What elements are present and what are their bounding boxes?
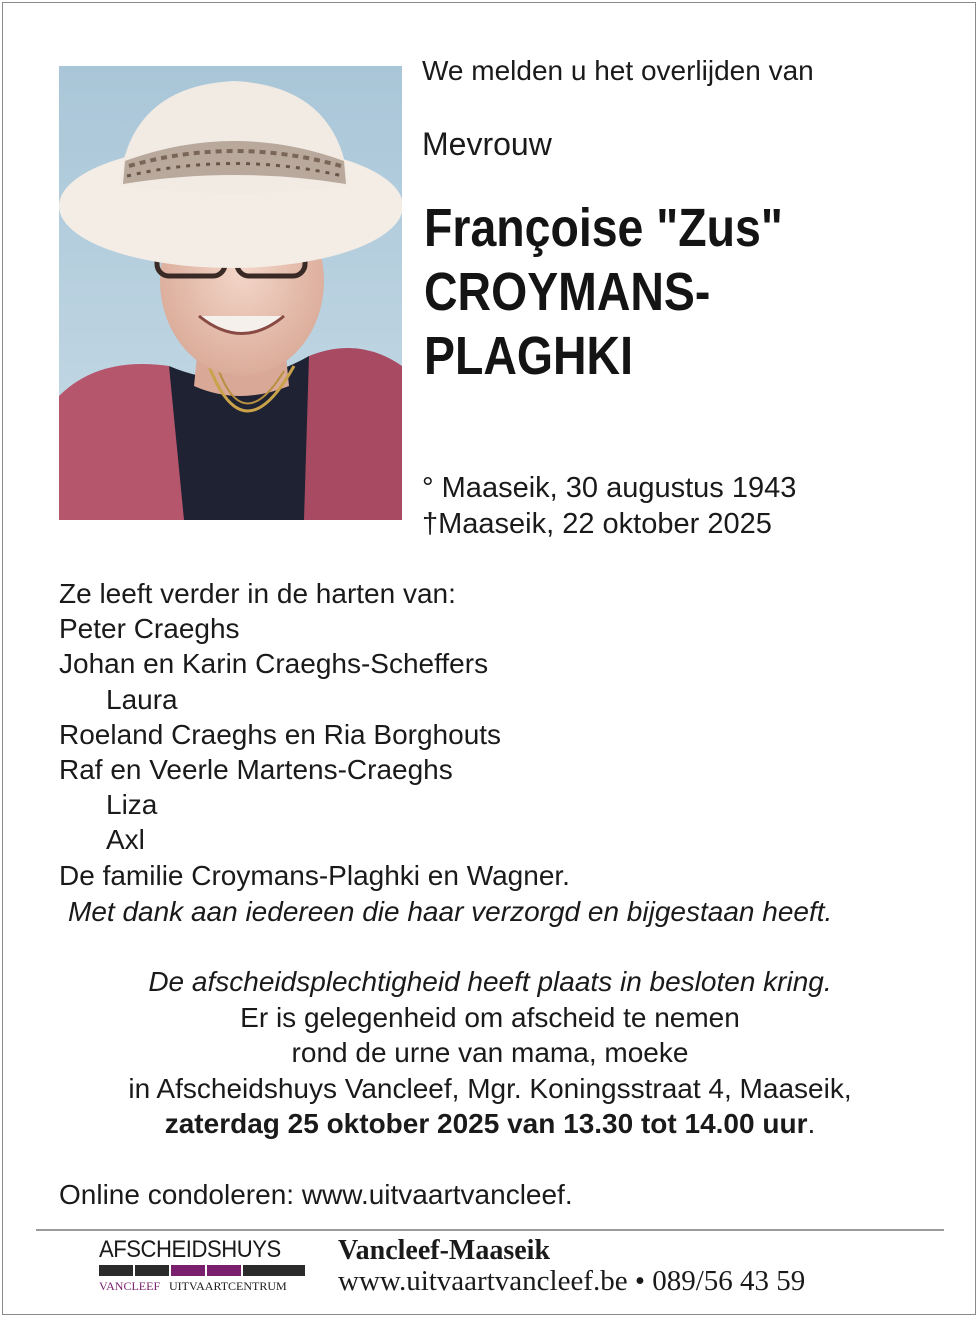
online-condolences[interactable]: Online condoleren: www.uitvaartvancleef. [59, 1179, 573, 1210]
deceased-name [424, 196, 871, 388]
survivor-line: Axl [106, 824, 145, 856]
afscheidshuys-logo [99, 1237, 305, 1297]
business-info [338, 1235, 805, 1297]
survivor-line: Laura [106, 683, 178, 715]
name-line-2: CROYMANS- [424, 262, 711, 322]
private-ceremony-note: De afscheidsplechtigheid heeft plaats in besloten kring. [148, 966, 832, 997]
business-name: Vancleef-Maaseik [338, 1235, 551, 1266]
logo-sub-right: UITVAARTCENTRUM [169, 1279, 287, 1293]
ceremony-location: in Afscheidshuys Vancleef, Mgr. Koningsstraat 4, Maaseik, [128, 1072, 852, 1104]
name-line-3: PLAGHKI [424, 326, 633, 386]
ceremony-when-end: . [807, 1108, 816, 1139]
intro-text: We melden u het overlijden van [422, 55, 814, 86]
life-dates [422, 470, 796, 542]
survivor-line: Peter Craeghs [59, 613, 240, 645]
salutation: Mevrouw [422, 126, 552, 162]
ceremony-line: Er is gelegenheid om afscheid te nemen [240, 1001, 740, 1033]
death-date: †Maaseik, 22 oktober 2025 [422, 508, 772, 540]
logo-sub-left: VANCLEEF [99, 1279, 161, 1293]
business-contact[interactable]: www.uitvaartvancleef.be • 089/56 43 59 [338, 1265, 806, 1297]
name-line-1: Françoise "Zus" [424, 198, 783, 258]
ceremony-info [0, 964, 980, 1142]
survivor-line: De familie Croymans-Plaghki en Wagner. [59, 859, 570, 891]
survivor-line: Roeland Craeghs en Ria Borghouts [59, 718, 502, 750]
footer-divider [36, 1229, 944, 1231]
survivor-line: Johan en Karin Craeghs-Scheffers [59, 648, 489, 680]
portrait-photo [59, 66, 402, 520]
ceremony-when: zaterdag 25 oktober 2025 van 13.30 tot 14.00 uur [164, 1108, 808, 1139]
survivor-line: Liza [106, 789, 158, 821]
birth-date: ° Maaseik, 30 augustus 1943 [422, 472, 797, 504]
survivors-heading: Ze leeft verder in de harten van: [59, 578, 456, 609]
ceremony-datetime [0, 1106, 980, 1142]
ceremony-line: rond de urne van mama, moeke [291, 1037, 689, 1068]
logo-color-bar [99, 1265, 305, 1276]
survivor-line: Raf en Veerle Martens-Craeghs [59, 754, 453, 786]
thanks-text: Met dank aan iedereen die haar verzorgd en bijgestaan heeft. [68, 896, 833, 927]
logo-subtitle [99, 1278, 305, 1294]
logo-title: AFSCHEIDSHUYS [99, 1236, 281, 1263]
survivors-list [59, 576, 570, 893]
